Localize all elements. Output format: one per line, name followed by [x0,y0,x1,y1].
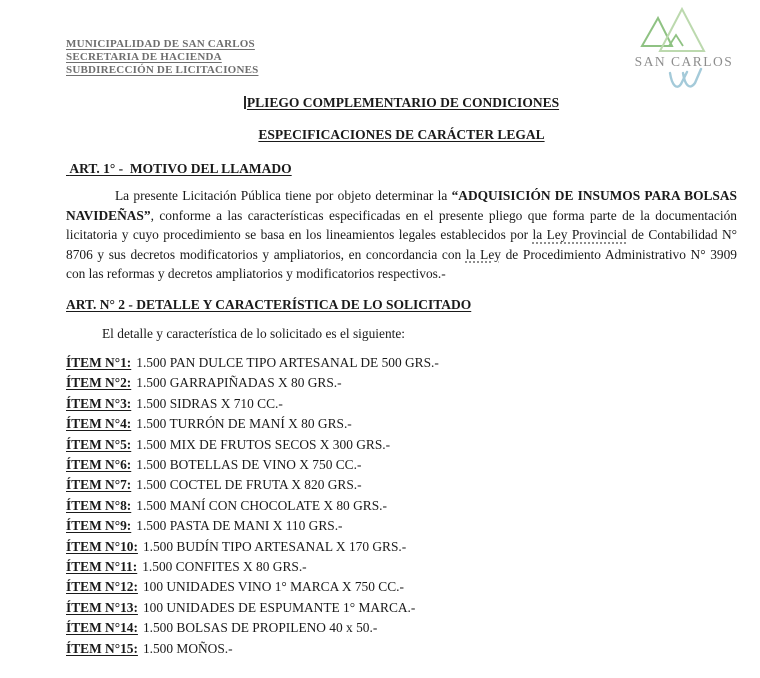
item-text: 1.500 TURRÓN DE MANÍ X 80 GRS.- [136,416,352,432]
wave-icon [683,69,701,86]
list-item [66,353,737,373]
item-text: 100 UNIDADES DE ESPUMANTE 1° MARCA.- [142,599,416,615]
list-item [66,475,737,495]
list-item [66,455,737,475]
item-label: ÍTEM N°11: [66,558,138,574]
item-label: ÍTEM N°6: [66,456,132,472]
item-label: ÍTEM N°5: [66,436,132,452]
list-item [66,537,737,557]
item-text: 1.500 MIX DE FRUTOS SECOS X 300 GRS.- [136,436,391,452]
item-text: 1.500 BUDÍN TIPO ARTESANAL X 170 GRS.- [142,538,407,554]
article-2-heading: ART. N° 2 - DETALLE Y CARACTERÍSTICA DE LO SOLICITADO [66,296,472,312]
list-item [66,516,737,536]
item-text: 1.500 BOTELLAS DE VINO X 750 CC.- [136,456,362,472]
mountain-icon [642,18,672,46]
list-item [66,435,737,455]
list-item [66,618,737,638]
list-item [66,639,737,659]
article-1-paragraph[interactable] [66,186,737,284]
item-label: ÍTEM N°15: [66,640,138,656]
item-text: 100 UNIDADES VINO 1° MARCA X 750 CC.- [142,579,404,595]
letterhead-line-secretary: SECRETARIA DE HACIENDA [66,51,222,63]
item-text: 1.500 PASTA DE MANI X 110 GRS.- [136,518,343,534]
item-text: 1.500 GARRAPIÑADAS X 80 GRS.- [136,375,342,391]
item-text: 1.500 CONFITES X 80 GRS.- [142,558,307,574]
san-carlos-logo [622,4,750,96]
spellcheck-flagged-text: la Ley [465,246,501,262]
item-text: 1.500 BOLSAS DE PROPILENO 40 x 50.- [142,620,378,636]
paragraph-emphasis: “ADQUISICIÓN DE INSUMOS PARA BOLSAS NAVIDEÑAS” [66,188,737,223]
paragraph-lead: La presente Licitación Pública tiene por objeto determinar la [115,188,452,203]
item-label: ÍTEM N°13: [66,599,138,615]
item-text: 1.500 MANÍ CON CHOCOLATE X 80 GRS.- [136,497,387,513]
item-label: ÍTEM N°2: [66,375,132,391]
item-label: ÍTEM N°4: [66,416,132,432]
item-label: ÍTEM N°3: [66,395,132,411]
document-title-row [66,95,737,111]
article-2-intro: El detalle y característica de lo solicitado es el siguiente: [102,325,406,341]
logo-wordmark: SAN CARLOS [634,54,734,69]
paragraph-body: de Procedimiento Administrativo N° 3909 con las reformas y decretos ampliatorios y modificatorios respectivos.- [66,246,737,281]
list-item [66,414,737,434]
text-cursor [244,96,246,109]
letterhead-line-subdirection: SUBDIRECCIÓN DE LICITACIONES [66,64,259,76]
item-label: ÍTEM N°9: [66,518,132,534]
document-subtitle: ESPECIFICACIONES DE CARÁCTER LEGAL [258,127,545,142]
item-text: 1.500 MOÑOS.- [142,640,233,656]
item-label: ÍTEM N°7: [66,477,132,493]
article-1-heading: ART. 1° - MOTIVO DEL LLAMADO [66,161,292,176]
item-label: ÍTEM N°1: [66,354,132,370]
list-item [66,598,737,618]
document-title: PLIEGO COMPLEMENTARIO DE CONDICIONES [246,95,560,110]
san-carlos-logo-graphic [622,4,750,96]
list-item [66,577,737,597]
item-label: ÍTEM N°10: [66,538,138,554]
list-item [66,394,737,414]
paragraph-body: , conforme a las características especificadas en el presente pliego que forma parte de la documentación licitatoria y cuyo procedimiento se basa en los lineamientos legales establecidos por [66,207,737,242]
document-subtitle-row [66,127,737,143]
item-label: ÍTEM N°12: [66,579,138,595]
item-label: ÍTEM N°14: [66,620,138,636]
letterhead-line-municipality: MUNICIPALIDAD DE SAN CARLOS [66,38,255,50]
list-item [66,557,737,577]
spellcheck-flagged-text: la Ley Provincial [532,227,627,242]
list-item [66,496,737,516]
item-text: 1.500 SIDRAS X 710 CC.- [136,395,283,411]
mountain-peak-icon [669,35,683,46]
paragraph-body: de Contabilidad N° 8706 y sus decretos modificatorios y ampliatorios, en concordancia con [66,227,738,262]
list-item [66,373,737,393]
item-list[interactable] [66,353,737,659]
item-text: 1.500 PAN DULCE TIPO ARTESANAL DE 500 GRS.- [136,354,439,370]
item-label: ÍTEM N°8: [66,497,132,513]
item-text: 1.500 COCTEL DE FRUTA X 820 GRS.- [136,477,362,493]
